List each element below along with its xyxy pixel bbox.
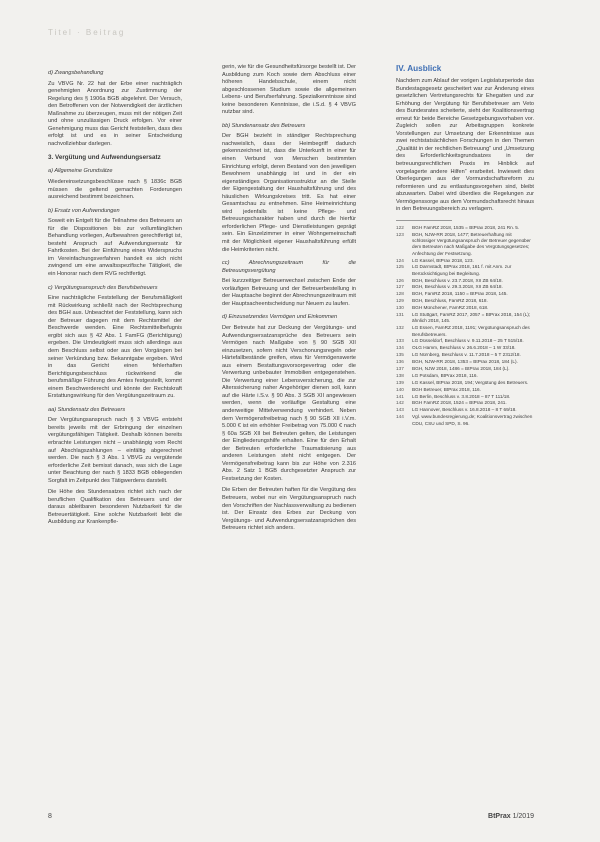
footnote-text: BGH, Beschluss, FamRZ 2018, 618. <box>412 298 488 304</box>
section-heading: 3. Vergütung und Aufwendungsersatz <box>48 154 161 162</box>
footnote-number: 128 <box>396 291 404 297</box>
footnote-item <box>396 373 534 379</box>
footnote-text: BGH FamRZ 2018, 1535 = BtPrax 2018, 241 Rn. 5. <box>412 224 520 230</box>
subsection-heading: c) Vergütungsanspruch des Berufsbetreuers <box>48 284 158 291</box>
footnote-number: 126 <box>396 277 404 283</box>
subsection-heading: d) Einzusetzendes Vermögen und Einkommen <box>222 314 338 321</box>
footnote-list <box>396 225 534 427</box>
footnote-item <box>396 278 534 284</box>
footnote-item <box>396 305 534 311</box>
body-paragraph: Soweit ein Entgelt für die Teilnahme des Betreuers an für die Dispositionen bis zur vollumfänglichen Behandlung vorliegen, Aufbewahren gerechtfertigt ist, besteht Anspruch auf Aufwendungsersatz für Fahrtkosten. Bei der Einführung eines Widerspruchs im Vereinfachungsverfahren handelt es sich nicht zwingend um eine anwaltsspezifische Tätigkeit, die ein Honorar nach dem RVG rechtfertigt. <box>48 218 182 278</box>
text-column-left <box>48 64 182 804</box>
body-paragraph: Eine nachträgliche Feststellung der Berufsmäßigkeit mit Rückwirkung schließt nach der Rechtsprechung des BGH aus. Unbeachtet der Feststellung, kann sich der Betreuer dagegen mit dem Rechtsmittel der Beschwerde wenden. Eine Rechtsmittelbefugnis ergibt sich aus § 42 Abs. 1 FamFG (Berichtigung) ergeben. Die Umdeutigkeit muss sich allerdings aus dem Beschluss selbst oder aus den Vorgängen bei seiner Verkündung bzw. Bekanntgabe ergeben. Wird in das Gericht einen fehlerhaften Berichtigungsbeschluss rückwirkend die berufsmäßige Führung des Amtes festgestellt, kommt einem Beschwerderecht und könnte der Rechtskraft Erstattungswirkung für den Vergütungszeitraum zu. <box>48 295 182 400</box>
footnote-item <box>396 225 534 231</box>
journal-issue: 1/2019 <box>512 813 534 820</box>
footnote-text: LG Essen, FamRZ 2018, 1191; Vergütungsanspruch des Berufsbetreuers. <box>412 325 530 337</box>
subsection-heading: a) Allgemeine Grundsätze <box>48 168 113 175</box>
subsection-heading: d) Zwangsbehandlung <box>48 70 104 76</box>
subsection-heading: b) Ersatz von Aufwendungen <box>48 207 120 214</box>
section-heading-ausblick: IV. Ausblick <box>396 64 442 73</box>
body-paragraph: Der BGH bezieht in ständiger Rechtsprechung nachweislich, dass der Heimbegriff dadurch gekennzeichnet ist, dass die Unterkunft in einer für einen Verbund von Menschen bestimmten Einrichtung erfolgt, deren Bestand von den jeweiligen Bewohnern unabhängig ist und in der ein eigenständiges Organisationsstruktur an die Stelle der Eigengestaltung der Haushaltsführung und des häuslichen Wirkungskreises tritt. Es hat einer Gesamtschau zu entnehmen. Eine Heimeinrichtung wird jedenfalls ist keine Pflege- und Betreuungscharakter haben und durch die hierfür erforderlichen Pflege- und Dienstleistungen geprägt sein. Ein Einzelzimmer in einer Wohngemeinschaft mit der Möglichkeit eigener Haushaltsführung erfüllt die Heimkriterien nicht. <box>222 133 356 253</box>
footnote-text: BGH, Beschluss v. 29.3.2018, XII ZB 64/18. <box>412 284 503 290</box>
footnote-text: BGH, FamRZ 2018, 1150 = BtPrax 2018, 145. <box>412 291 508 297</box>
footnote-number: 127 <box>396 284 404 290</box>
page-number: 8 <box>48 813 52 820</box>
body-paragraph: Der Betreute hat zur Deckung der Vergütungs- und Aufwendungsersatzansprüche des Betreuers sein Vermögen nach Maßgabe von § 90 SGB XII einzusetzen, sofern nicht Verschonungsregeln oder Härtefallbestände greifen, etwa für Vermögenswerte aus einem Bestattungsvorsorgevertrag oder die Verwertung unbebauter Immobilien entgegenstehen. Die Verwertung einer Lebensversicherung, die zur Alterssicherung naher Angehöriger dienen soll, kann auf die Härte i.S.v. § 90 Abs. 3 SGB XII angewiesen werden, wenn die vorläufige Gestaltung eine anderweitige Mittelverwendung verhindert. Neben dem Vermögensfreibetrag nach § 90 SGB XII i.V.m. 5.000 € ist ein erhöhter Freibetrag von 75.000 € nach § 60a SGB XII bei Betreuten gelten, die Leistungen der Eingliederungshilfe erhalten. Eine für den Erhalt der Betreuten erforderliche Traumatisierung aus anderen Leistungen steht nicht entgegen. Der Vermögensfreibetrag kann bis zur Höhe von 2.316 Abs. 2 Satz 1 BGB durchgesetzter Anspruch zur Festsetzung der Kosten. <box>222 324 356 482</box>
footnote-number: 130 <box>396 305 404 311</box>
footnote-number: 134 <box>396 345 404 351</box>
footnote-text: BGH, Beschluss v. 23.7.2018, XII ZB 64/18. <box>412 277 503 283</box>
footnote-text: BGH, NJW 2018, 1486 = BtPrax 2018, 184 (L). <box>412 365 510 371</box>
subsection-heading: bb) Stundenansatz des Betreuers <box>222 122 306 129</box>
body-paragraph: Bei kurzzeitiger Betreuerwechsel zwischen Ende der vorläufigen Betreuung und der Betreuerbestellung in der Hauptsache beginnt der Abrechnungszeitraum mit der Hauptsacheentscheidung nur Neuem zu laufen. <box>222 278 356 307</box>
footnote-number: 135 <box>396 352 404 358</box>
footnote-text: LG Potsdam, BtPrax 2018, 116. <box>412 372 478 378</box>
running-header: Titel · Beitrag <box>48 28 126 37</box>
footnote-text: LG Düsseldorf, Beschluss v. 9.11.2018 – 25 T 515/18. <box>412 338 524 344</box>
footnote-number: 133 <box>396 338 404 344</box>
footnote-number: 132 <box>396 325 404 331</box>
footnote-number: 137 <box>396 365 404 371</box>
footnote-number: 144 <box>396 414 404 420</box>
footnote-number: 138 <box>396 372 404 378</box>
body-paragraph: Der Vergütungsanspruch nach § 3 VBVG entsteht bereits jeweils mit der Erbringung der einzelnen vergütungsfähigen Tätigkeit. Deshalb können bereits erbrachte Leistungen nicht – unabhängig vom Recht auf Abschlagszahlungen – einfältig abgerechnet werden. Die nach § 3 Abs. 1 VBVG zu vergütende erforderliche Zeit bemisst danach, was sich die Lage unter Beachtung der nach § 1833 BGB obliegenden Sorgfalt im Zeitpunkt des Tätigwerdens darstellt. <box>48 417 182 484</box>
footnote-number: 143 <box>396 407 404 413</box>
footnote-text: BGH FamRZ 2018, 1524 = BtPrax 2018, 241. <box>412 400 507 406</box>
footnote-number: 140 <box>396 386 404 392</box>
footnote-text: BGH, NJW-RR 2018, 1477; Betreuerhaftung mit schlüssiger Vergütungsanspruch der Betreuer gegenüber dem Betreuten nach Maßgabe des Vergütungsgesetzes; Anfechtung der Festsetzung. <box>412 231 531 256</box>
footnote-text: Vgl. www.bundesregierung.de; Koalitionsvertrag zwischen CDU, CSU und SPD, S. 96. <box>412 414 533 426</box>
footnote-text: BGH Münchener, FamRZ 2018, 618. <box>412 305 489 311</box>
footnote-number: 122 <box>396 224 404 230</box>
journal-footer <box>488 813 534 820</box>
footnote-number: 123 <box>396 231 404 237</box>
footnote-item <box>396 284 534 290</box>
footnote-item <box>396 312 534 325</box>
footnote-item <box>396 258 534 264</box>
footnote-item <box>396 325 534 338</box>
footnote-number: 136 <box>396 359 404 365</box>
footnote-text: LG Hannover, Beschluss v. 16.8.2018 – 8 T 69/18. <box>412 407 517 413</box>
footnote-number: 131 <box>396 312 404 318</box>
footnote-item <box>396 352 534 358</box>
footnote-text: LG Berlin, Beschluss v. 3.8.2018 – 87 T 111/18. <box>412 393 511 399</box>
footnote-item <box>396 394 534 400</box>
ausblick-body <box>396 78 534 214</box>
footnote-item <box>396 264 534 277</box>
footnote-item <box>396 232 534 257</box>
text-column-right <box>396 64 534 804</box>
footnote-text: LG Nürnberg, Beschluss v. 11.7.2018 – 5 T 2312/18. <box>412 352 521 358</box>
footnote-item <box>396 359 534 365</box>
footnote-item <box>396 338 534 344</box>
footnote-number: 142 <box>396 400 404 406</box>
footnote-text: LG Kassel, BtPrax 2018, 123. <box>412 257 474 263</box>
body-paragraph: Zu VBVG Nr. 22 hat der Erbe einer nachträglich genehmigten Anordnung zur Zustimmung der Regelung des § 1906a BGB abgelehnt. Der Versuch, den Betroffenen von der Notwendigkeit der ärztlichen Maßnahme zu überzeugen, muss mit der nötigen Zeit und ohne unzulässigen Druck erfolgen. Vor einer Genehmigung muss das Gericht feststellen, dass dies erfolgt ist und es in seiner Entscheidung nachvollziehbar darlegen. <box>48 80 182 147</box>
footnote-text: BGH, NJW-RR 2018, 1353 = BtPrax 2018, 184 (L). <box>412 359 518 365</box>
body-paragraph: Die Erben der Betreuten haften für die Vergütung des Betreuers, wobei nur ein Vergütungsanspruch nach den Vorschriften der Nachlassverwaltung zu bedienen ist. Der Einsatz des Erbes zur Deckung von Vergütungs- und Aufwendungsersatzansprüchen des Betreuers richtet sich anders. <box>222 487 356 532</box>
body-paragraph: Die Höhe des Stundensatzes richtet sich nach der beruflichen Qualifikation des Betreuers und der daraus ableitbaren besonderen Nutzbarkeit für die Betreuertätigkeit. Eine solche Nutzbarkeit liebt die Ausbildung zur Krankenpfle- <box>48 489 182 526</box>
footnote-number: 129 <box>396 298 404 304</box>
footnote-item <box>396 400 534 406</box>
text-column-middle <box>222 64 356 804</box>
footnote-divider <box>396 220 452 221</box>
subsection-heading: aa) Stundensatz des Betreuers <box>48 406 126 413</box>
footnote-item <box>396 291 534 297</box>
body-paragraph: Wiedereinsetzungsbeschlüsse nach § 1836c BGB müssen die geltend gemachten Forderungen ausreichend bestimmt bezeichnen. <box>48 179 182 201</box>
footnote-item <box>396 366 534 372</box>
body-paragraph: Nachdem zum Ablauf der vorigen Legislaturperiode das Bundestagsgesetz gescheitert war zur Änderung eines gesetzlichen Vertretungsrechts für Ehegatten und zur Erhöhung der Vergütung für Berufsbetreuer am Veto des Bundesrates scheiterte, sieht der Koalitionsvertrag erneut für beide Bereiche Gesetzgebungsvorhaben vor. Zugleich sollen zur Arbeitsgruppen konkrete Vorstellungen zur Umsetzung der Erkenntnisse aus zwei rechtstatsächlichen Forschungen in den Themen „Qualität in der rechtlichen Betreuung“ und „Umsetzung des Erforderlichkeitsgrundsatzes in der betreuungsrechtlichen Praxis im Hinblick auf vorgelagerte andere Hilfen“ erarbeitet. Inwieweit dies Überlegungen aus der Vormundschaftsreform zu reformieren und zu entlastungsvorgehen sind, bleibt abzuwarten. Dabei wird überdies die Regelungen zur Vermögenssorge aus dem Vormundschaftsrecht hinaus in den Betreuungsbereich zu verlagern. <box>396 78 534 213</box>
footnote-item <box>396 387 534 393</box>
footnote-number: 124 <box>396 257 404 263</box>
footnote-number: 125 <box>396 264 404 270</box>
footnote-item <box>396 407 534 413</box>
journal-name: BtPrax <box>488 813 511 820</box>
body-paragraph: gerin, wie für die Gesundheitsfürsorge bestellt ist. Der Ausbildung zum Koch sowie dem Abschluss einer höheren Handelsschule, einem nicht abgeschlossenen Studium sowie die allgemeinen Lebens- und Berufserfahrung. Spezialkenntnisse sind keine besonderen Kenntnisse, die i.S.d. § 4 VBVG nutzbar sind. <box>222 64 356 116</box>
footnote-item <box>396 414 534 427</box>
footnote-text: LG Darmstadt, BtPrax 2018, 161 f. mit Anm. zur Berücksichtigung bei Begleitung. <box>412 264 512 276</box>
footnote-text: BGH Betreuer, BtPrax 2018, 116. <box>412 386 481 392</box>
footnote-text: LG Kassel, BtPrax 2018, 194; Vergütung des Betreuers. <box>412 379 529 385</box>
footnote-item <box>396 345 534 351</box>
footnote-number: 141 <box>396 393 404 399</box>
footnote-item <box>396 380 534 386</box>
footnote-text: LG Stuttgart, FamRZ 2017, 2057 = BtPrax 2018, 154 (L); ähnlich 2018, 145. <box>412 312 531 324</box>
subsection-heading: cc) Abrechnungszeitraum für die Betreuungsvergütung <box>222 260 356 274</box>
footnote-number: 139 <box>396 379 404 385</box>
footnote-text: OLG Hamm, Beschluss v. 26.6.2018 – 1 W 33/18. <box>412 345 516 351</box>
footnote-item <box>396 298 534 304</box>
